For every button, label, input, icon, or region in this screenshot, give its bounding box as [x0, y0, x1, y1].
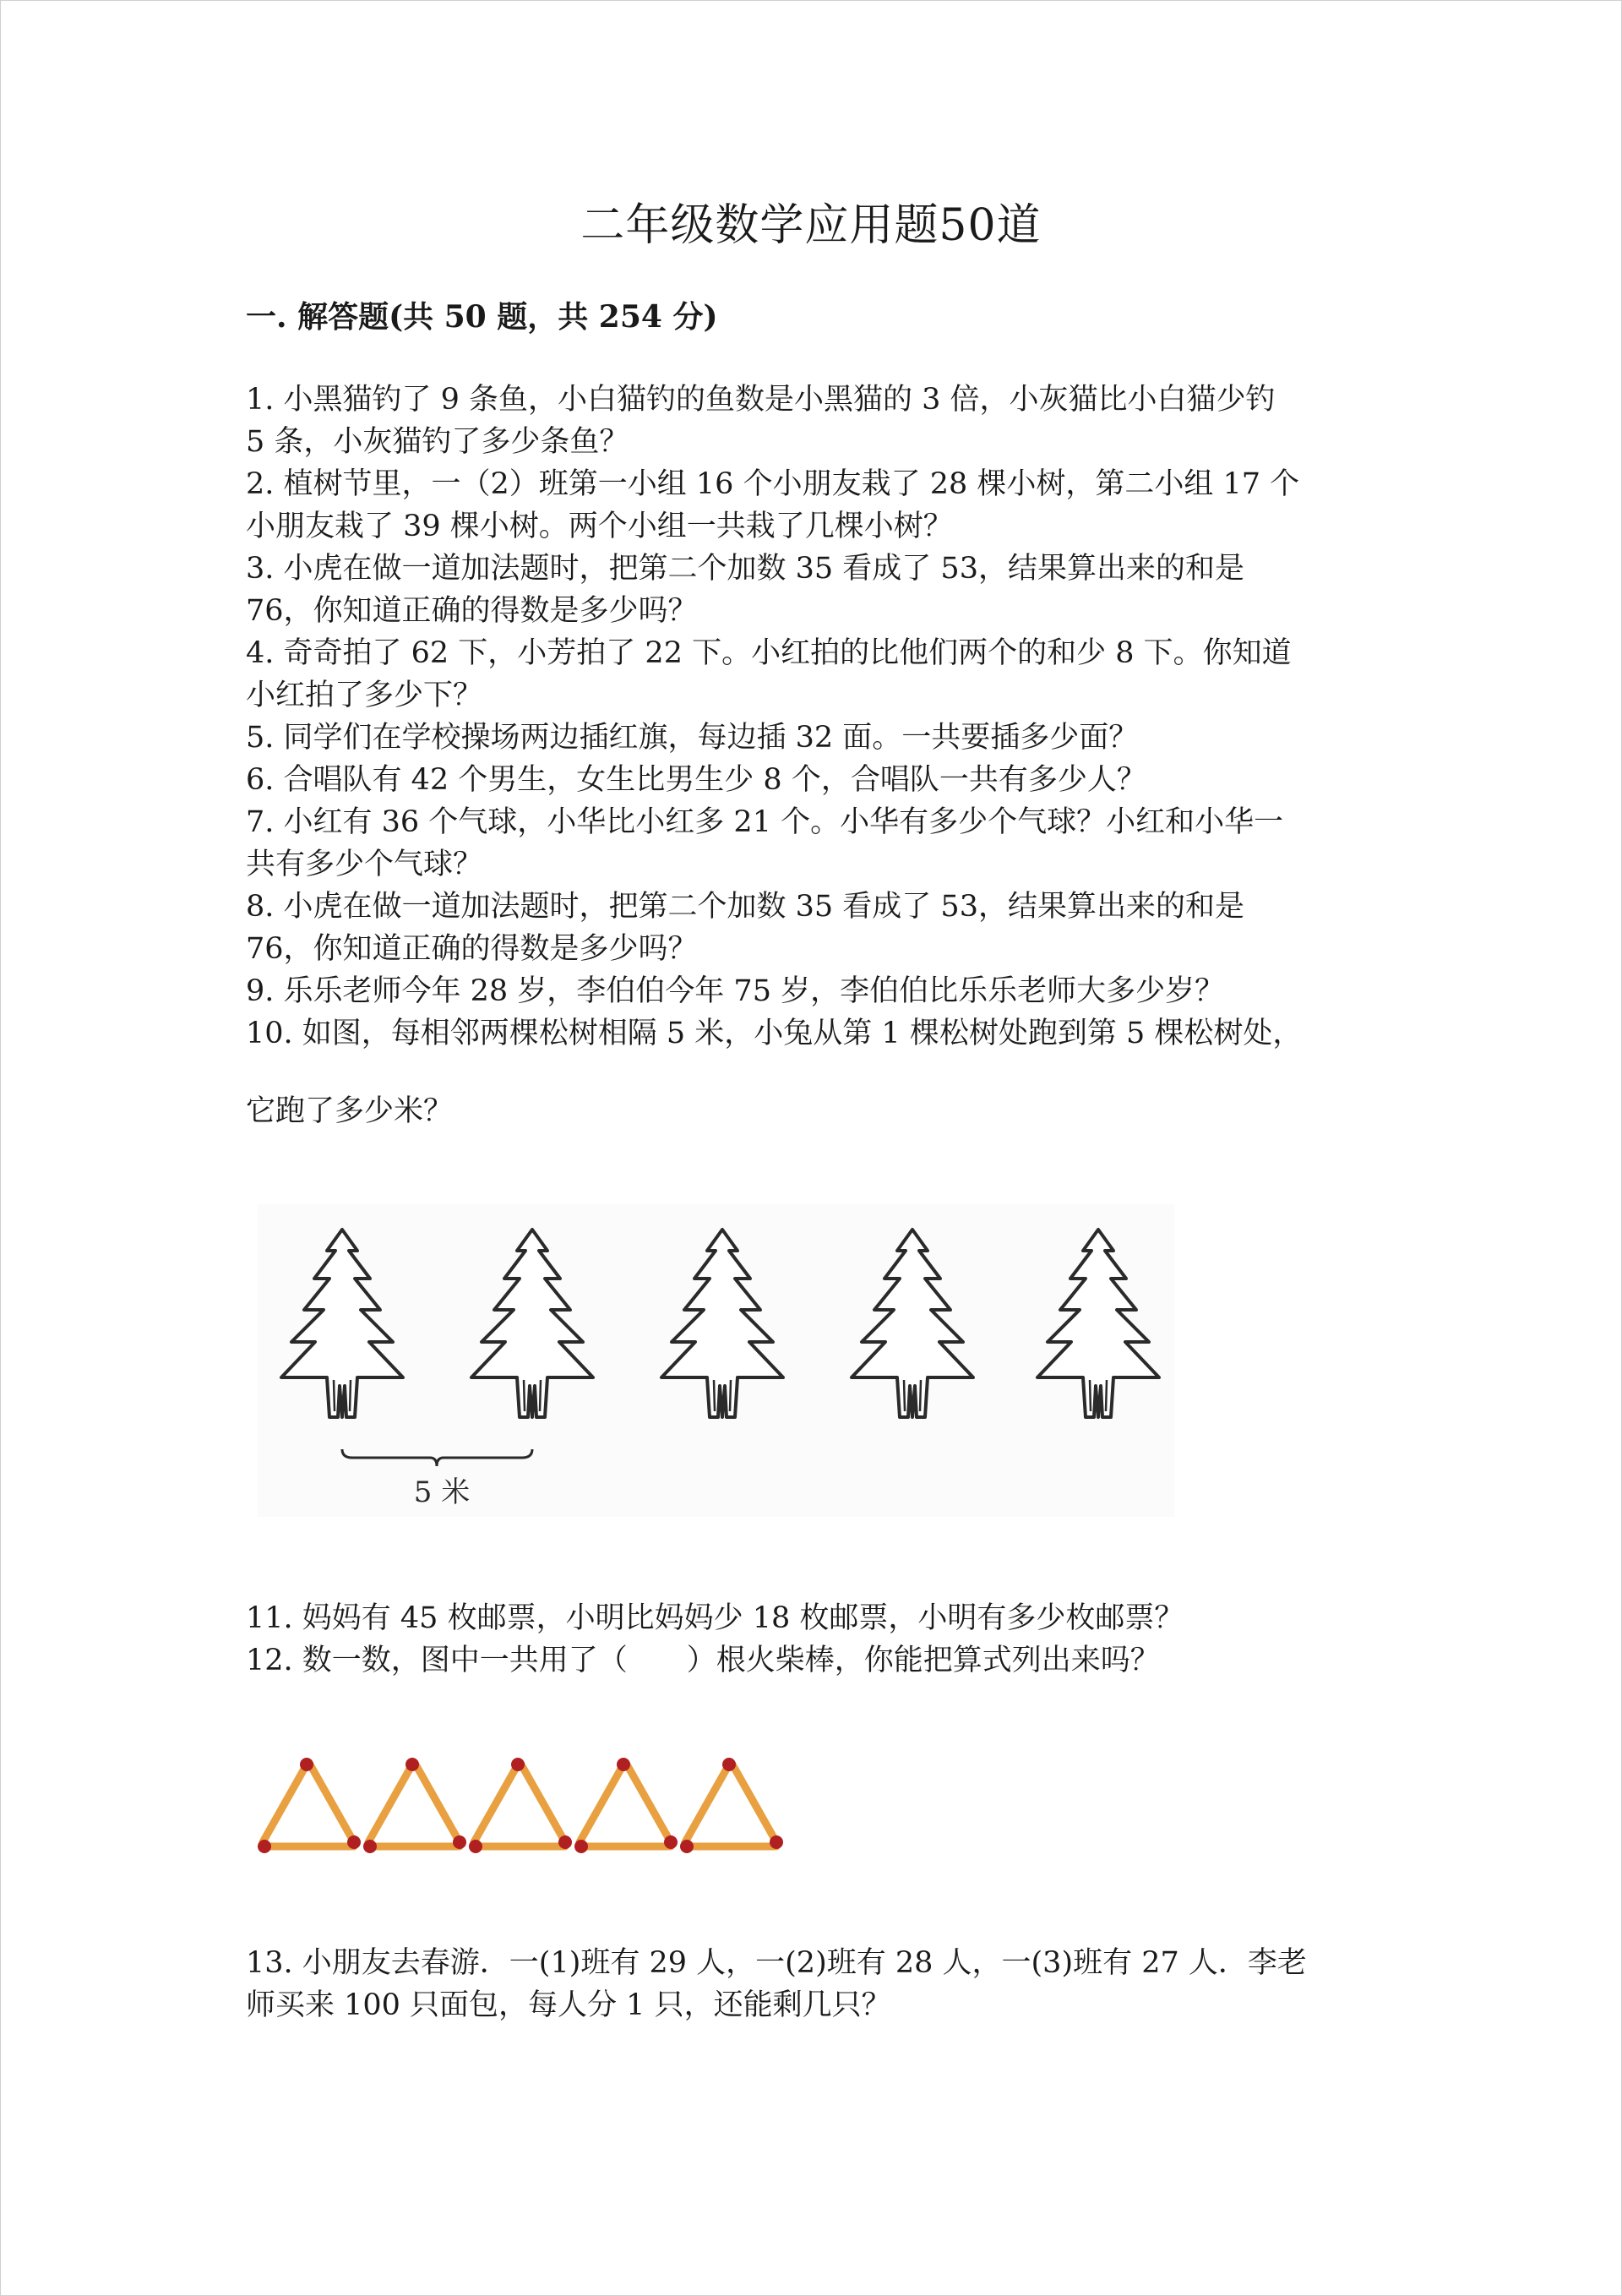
- questions-11-12: [246, 1597, 1395, 1682]
- pine-tree-2: [471, 1230, 593, 1417]
- question-10-continuation: 它跑了多少米？: [246, 1094, 454, 1128]
- section-heading: 一. 解答题(共 50 题，共 254 分): [246, 299, 718, 335]
- matchstick-triangle-2: [363, 1758, 466, 1853]
- pine-tree-4: [852, 1230, 973, 1417]
- question-line: 9. 乐乐老师今年 28 岁，李伯伯今年 75 岁，李伯伯比乐乐老师大多少岁？: [246, 974, 1225, 1008]
- question-line: 13. 小朋友去春游．一(1)班有 29 人，一(2)班有 28 人，一(3)班有 27 人．李老: [246, 1946, 1307, 1980]
- matchstick-triangle-3: [469, 1758, 572, 1853]
- question-line: 7. 小红有 36 个气球，小华比小红多 21 个。小华有多少个气球？小红和小华一: [246, 805, 1284, 839]
- question-line: 共有多少个气球？: [246, 848, 483, 881]
- question-line: 3. 小虎在做一道加法题时，把第二个加数 35 看成了 53，结果算出来的和是: [246, 552, 1244, 586]
- question-line: 5. 同学们在学校操场两边插红旗，每边插 32 面。一共要插多少面？: [246, 721, 1139, 755]
- question-line: 5 条，小灰猫钓了多少条鱼？: [246, 425, 629, 459]
- matchstick-triangle-4: [574, 1758, 678, 1853]
- question-line: 12. 数一数，图中一共用了（ ）根火柴棒，你能把算式列出来吗？: [246, 1644, 1160, 1677]
- matchstick-triangle-5: [680, 1758, 783, 1853]
- question-line: 小朋友栽了 39 棵小树。两个小组一共栽了几棵小树？: [246, 510, 953, 543]
- distance-brace: [342, 1449, 532, 1466]
- page-title: 二年级数学应用题50道: [580, 200, 1042, 251]
- questions-1-10: [246, 379, 1395, 1055]
- question-line: 11. 妈妈有 45 枚邮票，小明比妈妈少 18 枚邮票，小明有多少枚邮票？: [246, 1601, 1184, 1635]
- question-line: 师买来 100 只面包，每人分 1 只，还能剩几只？: [246, 1988, 891, 2022]
- question-line: 6. 合唱队有 42 个男生，女生比男生少 8 个，合唱队一共有多少人？: [246, 763, 1146, 797]
- question-line: 4. 奇奇拍了 62 下，小芳拍了 22 下。小红拍的比他们两个的和少 8 下。你知道: [246, 636, 1292, 670]
- question-13: [246, 1942, 1395, 2026]
- question-line: 1. 小黑猫钓了 9 条鱼，小白猫钓的鱼数是小黑猫的 3 倍，小灰猫比小白猫少钓: [246, 383, 1276, 417]
- distance-label: 5 米: [413, 1475, 471, 1509]
- question-line: 2. 植树节里，一（2）班第一小组 16 个小朋友栽了 28 棵小树，第二小组 17 个: [246, 467, 1300, 501]
- matchstick-triangles-figure: [250, 1749, 799, 1868]
- pine-tree-5: [1037, 1230, 1159, 1417]
- question-line: 8. 小虎在做一道加法题时，把第二个加数 35 看成了 53，结果算出来的和是: [246, 890, 1244, 924]
- pine-tree-1: [281, 1230, 403, 1417]
- pine-trees-figure: [258, 1204, 1174, 1517]
- question-line: 76，你知道正确的得数是多少吗？: [246, 932, 698, 966]
- matchstick-triangle-1: [258, 1758, 361, 1853]
- question-line: 76，你知道正确的得数是多少吗？: [246, 594, 698, 628]
- question-line: 10. 如图，每相邻两棵松树相隔 5 米，小兔从第 1 棵松树处跑到第 5 棵松树处，: [246, 1017, 1303, 1050]
- pine-tree-3: [661, 1230, 783, 1417]
- question-line: 小红拍了多少下？: [246, 679, 483, 712]
